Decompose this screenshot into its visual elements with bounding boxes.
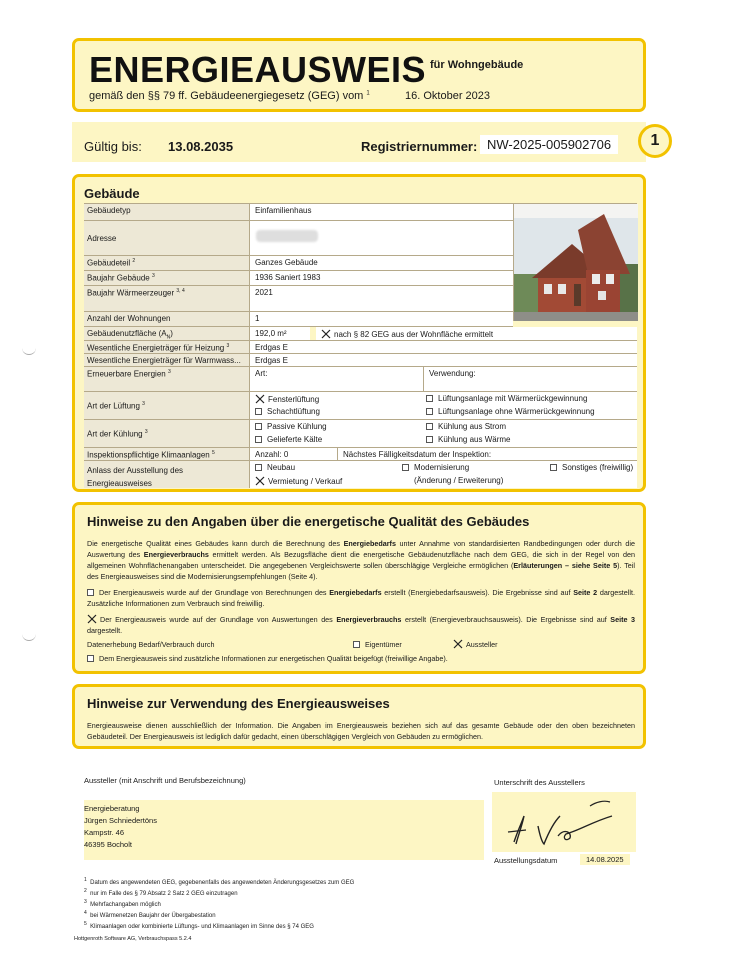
reason-sale-option[interactable]: Vermietung / Verkauf: [255, 476, 342, 486]
footnote-4: $^4$ bei Wärmenetzen Baujahr der Übergabestation: [84, 910, 216, 919]
vent-no-recovery-option[interactable]: Lüftungsanlage ohne Wärmerückgewinnung: [426, 407, 595, 416]
address-label: Adresse: [84, 221, 250, 255]
usable-area-value: 192,0 m²: [250, 327, 310, 340]
footnote-5: $^5$ Klimaanlagen oder kombinierte Lüftungs- und Klimaanlagen im Sinne des § 74 GEG: [84, 921, 314, 930]
row-ventilation: [84, 392, 637, 420]
usage-hints-text: Energieausweise dienen ausschließlich der Information. Die Angaben im Energieausweis beziehen sich auf das gesamte Gebäude oder den oben bezeichneten Gebäudeteil. Der Energieausweis ist lediglich dafür gedacht, einen überschlägigen Vergleich von Gebäuden zu ermöglichen.: [87, 721, 635, 741]
row-cooling: [84, 420, 637, 448]
row-water-carrier: [84, 354, 637, 367]
building-section-title: Gebäude: [84, 186, 140, 201]
page-number-badge: 1: [638, 124, 672, 158]
registration-label: Registriernummer:: [361, 139, 478, 154]
document-title: ENERGIEAUSWEIS: [89, 49, 427, 90]
heating-carrier-value: Erdgas E: [250, 341, 637, 353]
vent-window-option[interactable]: Fensterlüftung: [255, 394, 319, 404]
reason-modernization-option[interactable]: Modernisierung: [402, 463, 469, 472]
row-renewable: [84, 367, 637, 392]
vent-shaft-option[interactable]: Schachtlüftung: [255, 407, 320, 416]
issuer-line-4: 46395 Bocholt: [84, 840, 132, 849]
punch-mark-bottom: [22, 632, 36, 641]
cool-heat-option[interactable]: Kühlung aus Wärme: [426, 435, 510, 444]
quality-hints-title: Hinweise zu den Angaben über die energetische Qualität des Gebäudes: [87, 514, 530, 529]
signature-field: [492, 792, 636, 852]
usage-hints-title: Hinweise zur Verwendung des Energieausweises: [87, 696, 390, 711]
reason-other-option[interactable]: Sonstiges (freiwillig): [550, 463, 633, 472]
inspection-next-date: Nächstes Fälligkeitsdatum der Inspektion:: [338, 448, 637, 460]
inspection-label: Inspektionspflichtige Klimaanlagen $^5$: [84, 448, 250, 460]
quality-hints-section: [72, 502, 646, 674]
building-section: [72, 174, 646, 492]
construction-year-label: Baujahr Gebäude $^3$: [84, 271, 250, 285]
units-label: Anzahl der Wohnungen: [84, 312, 250, 326]
additional-info-option[interactable]: Dem Energieausweis sind zusätzliche Informationen zur energetischen Qualität beigefügt (freiwillige Angabe).: [87, 653, 448, 664]
row-building-part: [84, 256, 513, 271]
row-usable-area: [84, 327, 637, 341]
row-construction-year: [84, 271, 513, 286]
issuer-line-2: Jürgen Schniedertöns: [84, 816, 157, 825]
valid-until-value: 13.08.2035: [168, 139, 234, 154]
address-value: [250, 221, 513, 255]
ventilation-label: Art der Lüftung $^3$: [84, 392, 250, 419]
house-photo-image: [514, 204, 638, 321]
footnote-1: $^1$ Datum des angewendeten GEG, gegebenenfalls des angewendeten Änderungsgesetzes zum GEG: [84, 877, 355, 886]
footnotes: [84, 876, 354, 931]
building-photo: [513, 204, 638, 321]
usable-area-label: Gebäudenutzfläche $(A_N)$: [84, 327, 250, 340]
issue-reason-label: Anlass der Ausstellung des Energieausweises: [84, 461, 250, 488]
reason-modernization-sub: (Änderung / Erweiterung): [414, 476, 504, 485]
reason-new-option[interactable]: Neubau: [255, 463, 295, 472]
usable-area-note: nach § 82 GEG aus der Wohnfläche ermittelt: [316, 327, 637, 340]
vent-recovery-option[interactable]: Lüftungsanlage mit Wärmerückgewinnung: [426, 394, 587, 403]
water-carrier-label: Wesentliche Energieträger für Warmwass...: [84, 354, 250, 366]
issuer-line-1: Energieberatung: [84, 804, 140, 813]
valid-until-label: Gültig bis:: [84, 139, 142, 154]
usage-hints-section: [72, 684, 646, 749]
building-part-value: Ganzes Gebäude: [250, 256, 513, 270]
row-heating-carrier: [84, 341, 637, 354]
survey-issuer-option[interactable]: Aussteller: [453, 639, 498, 650]
renewable-label: Erneuerbare Energien $^3$: [84, 367, 250, 391]
handwritten-signature: [492, 792, 636, 852]
law-reference: gemäß den §§ 79 ff. Gebäudeenergiegesetz (GEG) vom $^1$: [89, 90, 370, 102]
building-type-value: Einfamilienhaus: [250, 204, 513, 220]
document-subtitle: für Wohngebäude: [430, 59, 524, 71]
row-issue-reason: [84, 461, 637, 488]
issuer-label: Aussteller (mit Anschrift und Berufsbezeichnung): [84, 776, 246, 785]
issue-date-label: Ausstellungsdatum: [494, 856, 558, 865]
heating-carrier-label: Wesentliche Energieträger für Heizung $^3$: [84, 341, 250, 353]
survey-owner-option[interactable]: Eigentümer: [353, 639, 402, 650]
row-inspection: [84, 448, 637, 461]
signature-label: Unterschrift des Ausstellers: [494, 778, 585, 787]
heater-year-value: 2021: [250, 286, 513, 311]
row-heater-year: [84, 286, 513, 312]
row-units: [84, 312, 513, 327]
punch-mark-top: [22, 346, 36, 355]
registration-number: NW-2025-005902706: [480, 135, 618, 154]
building-type-label: Gebäudetyp: [84, 204, 250, 220]
building-part-label: Gebäudeteil $^2$: [84, 256, 250, 270]
data-survey-label: Datenerhebung Bedarf/Verbrauch durch: [87, 640, 215, 649]
certificate-header: [72, 38, 646, 112]
demand-based-option[interactable]: Der Energieausweis wurde auf der Grundlage von Berechnungen des Energiebedarfs erstellt (Energiebedarfsausweis). Die Ergebnisse sind auf Seite 2 dargestellt. Zusätzliche Informationen zum Verbrauch sind freiwillig.: [87, 588, 635, 608]
renewable-use: Verwendung:: [424, 367, 637, 391]
heater-year-label: Baujahr Wärmeerzeuger $^{3, 4}$: [84, 286, 250, 311]
row-address: [84, 221, 513, 256]
renewable-type: Art:: [250, 367, 424, 391]
consumption-based-option[interactable]: Der Energieausweis wurde auf der Grundlage von Auswertungen des Energieverbrauchs erstellt (Energieverbrauchsausweis). Die Ergebnisse sind auf Seite 3 dargestellt.: [87, 615, 635, 635]
footnote-3: $^3$ Mehrfachangaben möglich: [84, 899, 161, 908]
address-redacted: [256, 230, 318, 242]
water-carrier-value: Erdgas E: [250, 354, 637, 366]
cooling-label: Art der Kühlung $^3$: [84, 420, 250, 447]
software-credit: Hottgenroth Software AG, Verbrauchspass 5.2.4: [74, 936, 192, 942]
cool-electric-option[interactable]: Kühlung aus Strom: [426, 422, 506, 431]
validity-row: [72, 122, 660, 162]
construction-year-value: 1936 Saniert 1983: [250, 271, 513, 285]
issuer-address-block: [84, 800, 484, 860]
law-date: 16. Oktober 2023: [405, 90, 491, 102]
issuer-line-3: Kampstr. 46: [84, 828, 125, 837]
units-value: 1: [250, 312, 513, 326]
cool-delivered-option[interactable]: Gelieferte Kälte: [255, 435, 322, 444]
footnote-2: $^2$ nur im Falle des § 79 Absatz 2 Satz 2 GEG einzutragen: [84, 888, 238, 897]
cool-passive-option[interactable]: Passive Kühlung: [255, 422, 327, 431]
row-building-type: [84, 204, 513, 221]
quality-hints-paragraph: Die energetische Qualität eines Gebäudes kann durch die Berechnung des Energiebedarfs unter Annahme von standardisierten Randbedingungen oder durch die Auswertung des Energieverbrauchs ermittelt werden. Als Bezugsfläche dient die energetische Gebäudenutzfläche nach dem GEG, die sich in der Regel von den allgemeinen Wohnflächenangaben unterscheidet. Die angegebenen Vergleichswerte sollen überschlägige Vergleiche ermöglichen (Erläuterungen – siehe Seite 5). Teil des Energieausweises sind die Modernisierungsempfehlungen (Seite 4).: [87, 539, 635, 581]
issue-date-value: 14.08.2025: [580, 854, 630, 865]
inspection-count: Anzahl: 0: [250, 448, 338, 460]
